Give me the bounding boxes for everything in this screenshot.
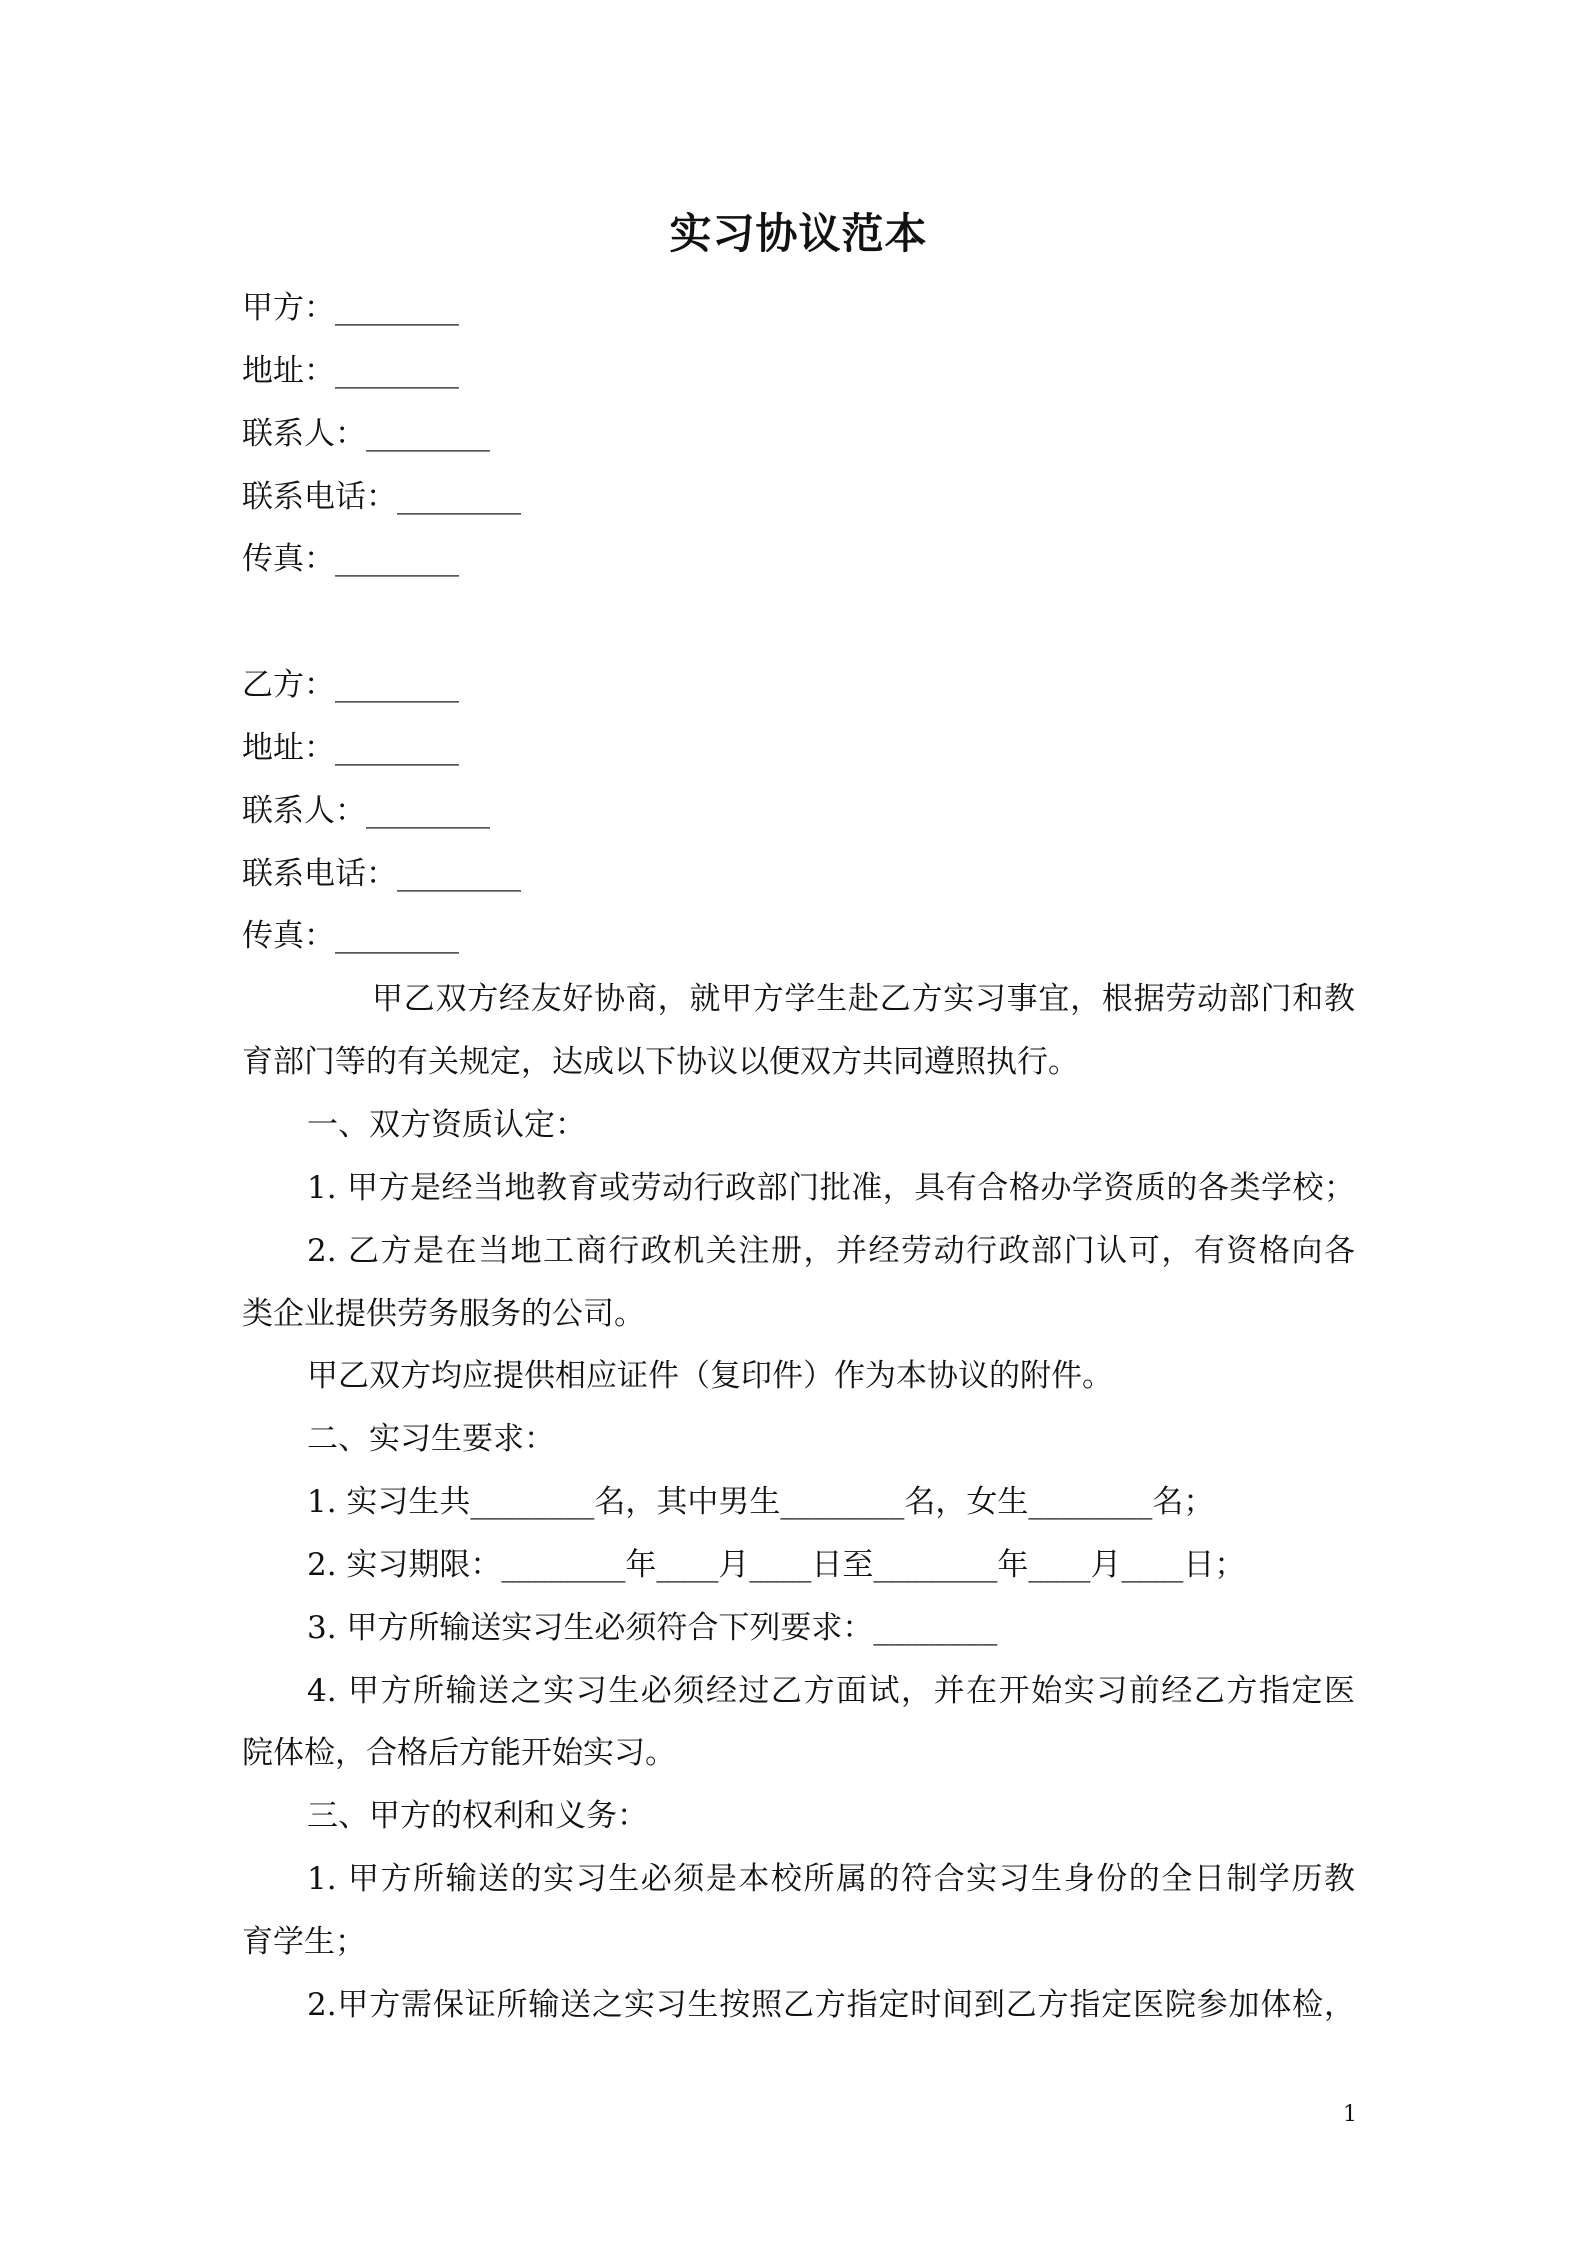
- field-label: 地址：: [242, 729, 335, 766]
- field-label: 联系电话：: [242, 855, 397, 892]
- clause-line: 类企业提供劳务服务的公司。: [242, 1295, 645, 1332]
- section-heading: 一、双方资质认定：: [307, 1106, 586, 1143]
- party-b-address-field: [242, 717, 1355, 780]
- intro-paragraph-line: 甲乙双方经友好协商，就甲方学生赴乙方实习事宜，根据劳动部门和教: [372, 981, 1355, 1018]
- clause-line: 3. 甲方所输送实习生必须符合下列要求：________: [307, 1609, 998, 1646]
- field-blank: ________: [335, 541, 459, 578]
- field-blank: ________: [335, 352, 459, 389]
- party-a-contact-field: [242, 403, 1355, 466]
- party-b-name-field: [242, 654, 1355, 717]
- party-b-contact-field: [242, 780, 1355, 843]
- field-label: 传真：: [242, 541, 335, 578]
- field-blank: ________: [335, 729, 459, 766]
- field-label: 联系人：: [242, 415, 366, 452]
- field-blank: ________: [366, 415, 490, 452]
- clause-line: 4. 甲方所输送之实习生必须经过乙方面试，并在开始实习前经乙方指定医: [307, 1672, 1355, 1709]
- section-heading: 三、甲方的权利和义务：: [307, 1798, 648, 1835]
- clause-line: 1. 甲方所输送的实习生必须是本校所属的符合实习生身份的全日制学历教: [307, 1861, 1355, 1898]
- field-label: 乙方：: [242, 667, 335, 704]
- party-a-address-field: [242, 340, 1355, 403]
- clause-line: 1. 甲方是经当地教育或劳动行政部门批准，具有合格办学资质的各类学校；: [307, 1169, 1355, 1206]
- clause-line: 1. 实习生共________名，其中男生________名，女生________名；: [307, 1484, 1215, 1521]
- document-title: 实习协议范本: [669, 209, 928, 258]
- field-label: 传真：: [242, 918, 335, 955]
- clause-note: 甲乙双方均应提供相应证件（复印件）作为本协议的附件。: [307, 1358, 1113, 1395]
- party-b-phone-field: [242, 843, 1355, 906]
- party-a-phone-field: [242, 466, 1355, 529]
- field-blank: ________: [335, 918, 459, 955]
- intro-paragraph-line: 育部门等的有关规定，达成以下协议以便双方共同遵照执行。: [242, 1044, 1079, 1081]
- field-blank: ________: [335, 667, 459, 704]
- clause-line: 院体检，合格后方能开始实习。: [242, 1735, 676, 1772]
- clause-line: 2. 实习期限：________年____月____日至________年____月____日；: [307, 1546, 1246, 1583]
- clause-line: 育学生；: [242, 1923, 366, 1960]
- party-a-name-field: [242, 277, 1355, 340]
- page-number: 1: [1343, 2102, 1357, 2127]
- spacer: [242, 591, 1355, 654]
- section-heading: 二、实习生要求：: [307, 1421, 555, 1458]
- field-label: 联系人：: [242, 792, 366, 829]
- field-label: 甲方：: [242, 290, 335, 326]
- party-b-fax-field: [242, 905, 1355, 968]
- field-label: 地址：: [242, 352, 335, 389]
- document-body: [242, 277, 1355, 2037]
- party-a-fax-field: [242, 528, 1355, 591]
- field-blank: ________: [397, 855, 521, 892]
- clause-line: 2.甲方需保证所输送之实习生按照乙方指定时间到乙方指定医院参加体检，: [307, 1986, 1355, 2023]
- field-label: 联系电话：: [242, 478, 397, 515]
- field-blank: ________: [366, 792, 490, 829]
- field-blank: ________: [397, 478, 521, 515]
- clause-line: 2. 乙方是在当地工商行政机关注册，并经劳动行政部门认可，有资格向各: [307, 1232, 1355, 1269]
- field-blank: ________: [335, 290, 459, 326]
